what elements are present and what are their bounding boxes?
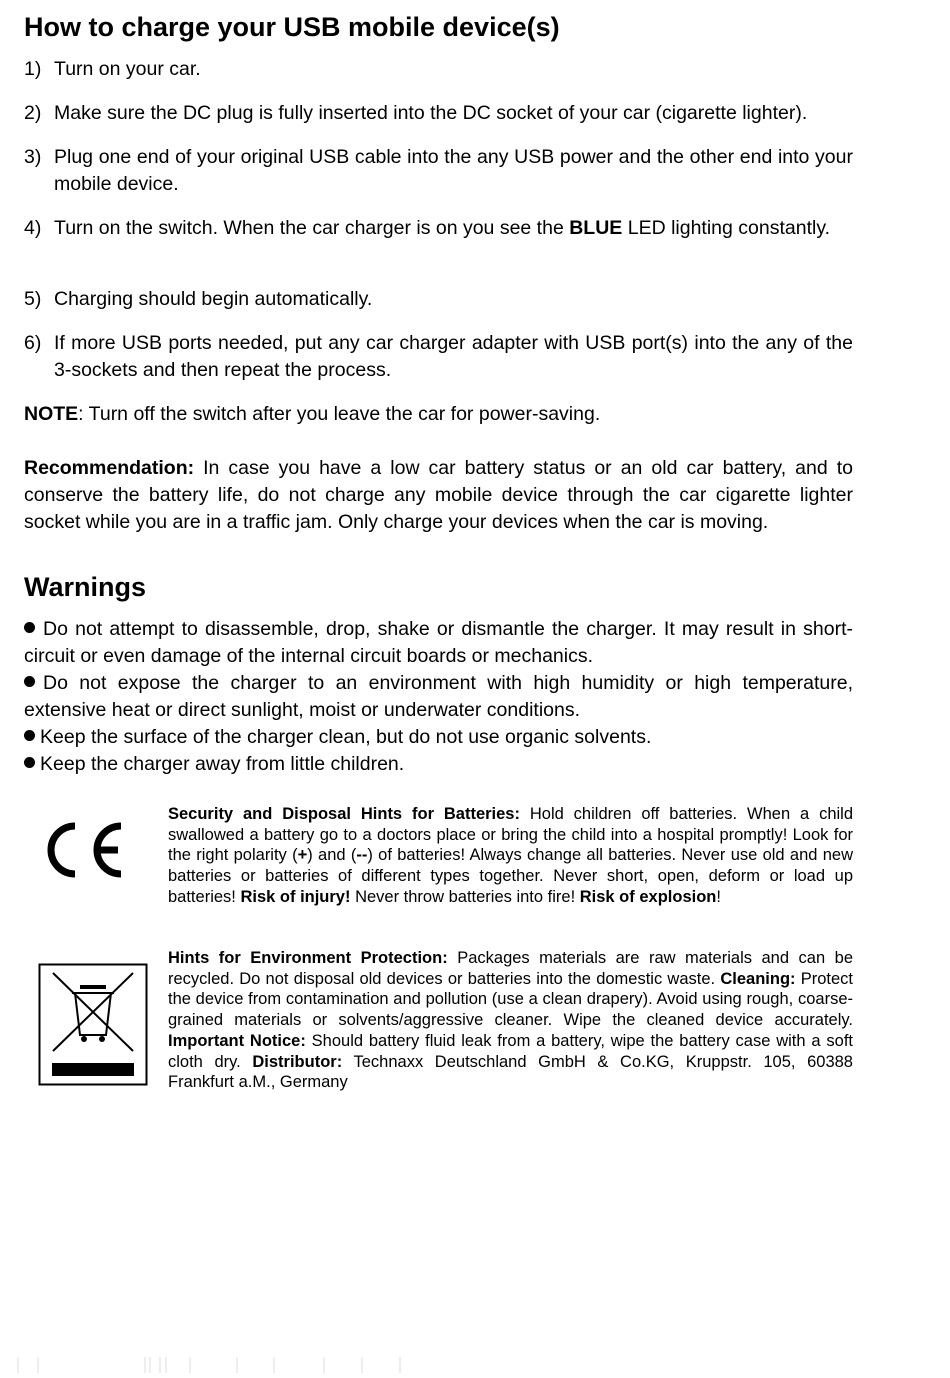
- bullet-icon: [24, 757, 35, 768]
- environment-hints-paragraph: Hints for Environment Protection: Packages materials are raw materials and can be recycled. Do not disposal old devices or batteries into the domestic waste. Cleaning: Protect the device from contamination and pollution (use a clean drapery). Avoid using rough, coarse-grained materials or solvents/aggressive cleaner. Wipe the cleaned device accurately. Important Notice: Should battery fluid leak from a battery, wipe the battery case with a soft cloth dry. Distributor: Technaxx Deutschland GmbH & Co.KG, Kruppstr. 105, 60388 Frankfurt a.M., Germany: [168, 949, 854, 1092]
- step-number: 3): [24, 146, 42, 168]
- step-text: Turn on your car.: [54, 58, 201, 80]
- battery-hints-paragraph: Security and Disposal Hints for Batteries: Hold children off batteries. When a child swallowed a battery go to a doctors place or bring the child into a hospital promptly! Look for the right polarity (+) and (--) of batteries! Always change all batteries. Never use old and new batteries or batteries of different types together. Never short, open, deform or load up batteries! Risk of injury! Never throw batteries into fire! Risk of explosion!: [168, 805, 853, 906]
- step-item: [24, 100, 853, 127]
- recommendation-paragraph: [24, 455, 853, 536]
- recommendation-text: In case you have a low car battery status or an old car battery, and to conserve the battery life, do not charge any mobile device through the car cigarette lighter socket while you are in a traffic jam. Only charge your devices when the car is moving.: [24, 457, 853, 533]
- bullet-icon: [24, 622, 35, 633]
- crossed-out-bin-icon: [38, 963, 148, 1086]
- step-item: [24, 56, 853, 83]
- risk-of-explosion-label: Risk of explosion: [579, 887, 717, 906]
- step-text: Make sure the DC plug is fully inserted into the DC socket of your car (cigarette lighter).: [54, 102, 808, 124]
- note-paragraph: [24, 401, 853, 428]
- scan-artifact-marks: [0, 1355, 420, 1375]
- blue-led-label: BLUE: [569, 217, 623, 239]
- bullet-icon: [24, 676, 35, 687]
- step-number: 2): [24, 102, 42, 124]
- bullet-icon: [24, 730, 35, 741]
- note-label: NOTE: [24, 403, 79, 425]
- warning-item: Keep the surface of the charger clean, but do not use organic solvents.: [24, 724, 853, 751]
- warning-item: Keep the charger away from little children.: [24, 751, 853, 778]
- step-number: 6): [24, 332, 42, 354]
- step-number: 1): [24, 58, 42, 80]
- step-item: [24, 330, 853, 384]
- environment-hints-label: Hints for Environment Protection:: [168, 949, 448, 967]
- step-number: 5): [24, 288, 42, 310]
- step-text: Charging should begin automatically.: [54, 288, 373, 310]
- battery-hints-label: Security and Disposal Hints for Batteries:: [168, 805, 520, 823]
- recommendation-label: Recommendation:: [24, 457, 195, 479]
- cleaning-label: Cleaning:: [720, 969, 796, 988]
- ce-mark-icon: [44, 820, 126, 880]
- distributor-label: Distributor:: [252, 1052, 343, 1071]
- warning-item: Do not expose the charger to an environment with high humidity or high temperature, extensive heat or direct sunlight, moist or underwater conditions.: [24, 672, 853, 721]
- step-item: [24, 286, 853, 313]
- important-notice-label: Important Notice:: [168, 1031, 306, 1050]
- step-item: [24, 144, 853, 198]
- step-text: If more USB ports needed, put any car charger adapter with USB port(s) into the any of the 3-sockets and then repeat the process.: [54, 332, 853, 381]
- warning-item: Do not attempt to disassemble, drop, shake or dismantle the charger. It may result in short-circuit or even damage of the internal circuit boards or mechanics.: [24, 618, 853, 667]
- step-item: [24, 215, 853, 242]
- step-number: 4): [24, 217, 42, 239]
- step-text: Turn on the switch. When the car charger is on you see the BLUE LED lighting constantly.: [54, 217, 831, 239]
- risk-of-injury-label: Risk of injury!: [240, 887, 351, 906]
- step-text: Plug one end of your original USB cable into the any USB power and the other end into your mobile device.: [54, 146, 853, 195]
- warnings-list: [24, 616, 853, 778]
- note-text: : Turn off the switch after you leave the car for power-saving.: [78, 403, 601, 425]
- warnings-heading: Warnings: [24, 572, 147, 602]
- page-title: How to charge your USB mobile device(s): [24, 12, 560, 42]
